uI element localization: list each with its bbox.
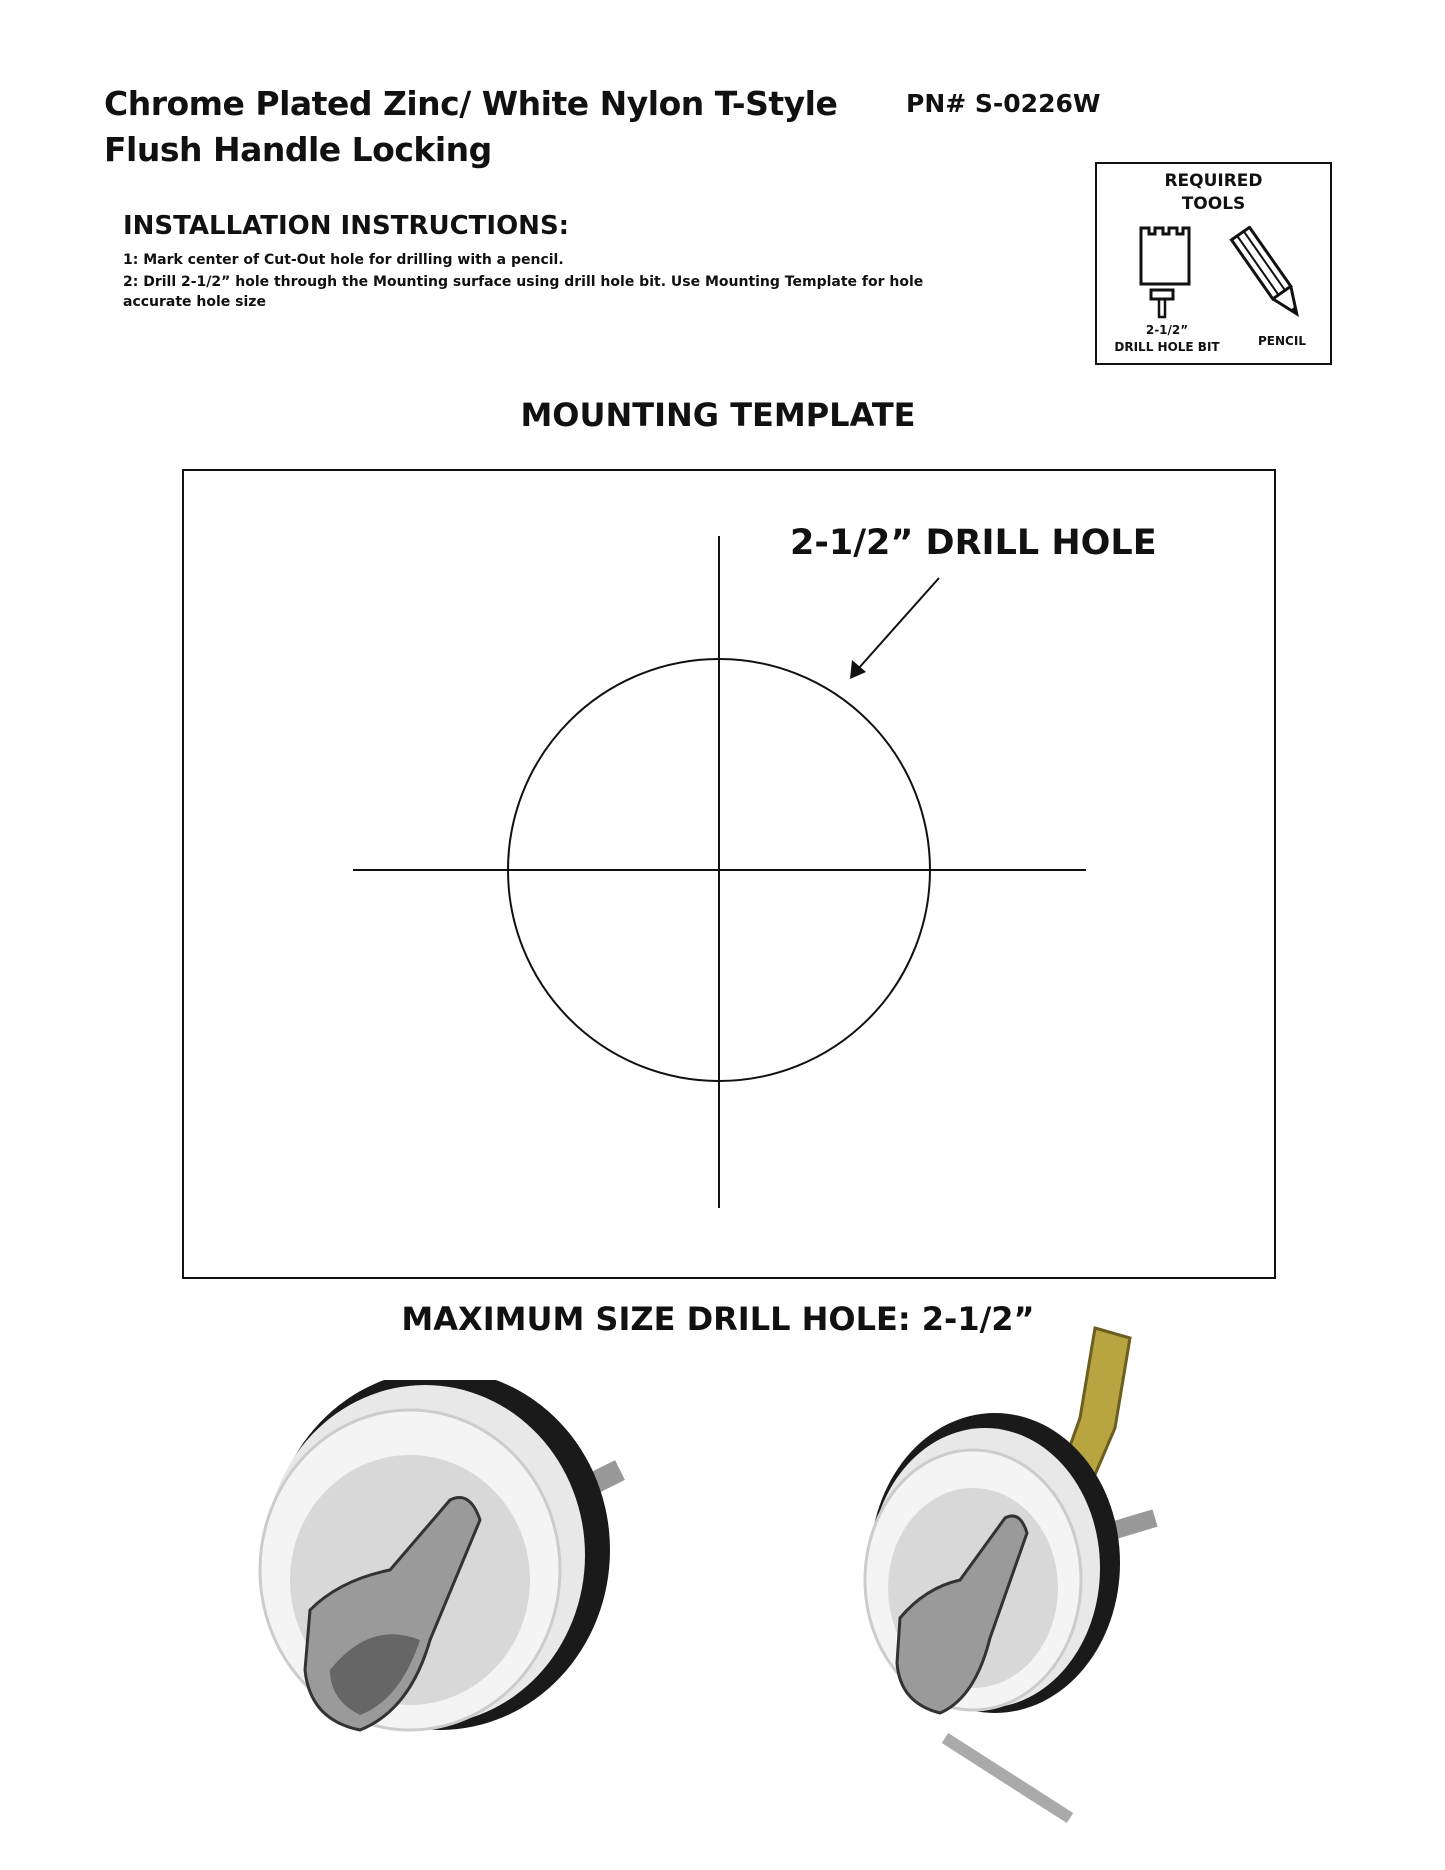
drill-size-label: 2-1/2” — [1145, 323, 1189, 337]
product-title: Chrome Plated Zinc/ White Nylon T-Style — [104, 84, 838, 123]
instruction-step-2: 2: Drill 2-1/2” hole through the Mounting surface using drill hole bit. Use Mounting Template for hole accurate hole size — [123, 274, 924, 310]
drill-bit-label: DRILL HOLE BIT — [1114, 340, 1220, 354]
tools-heading-1: REQUIRED — [1164, 171, 1263, 191]
product-photo-locking-handle — [855, 1318, 1195, 1843]
tools-heading-2: TOOLS — [1181, 194, 1246, 214]
instructions-heading: INSTALLATION INSTRUCTIONS: — [123, 211, 570, 241]
product-subtitle: Flush Handle Locking — [104, 130, 492, 169]
pencil-label: PENCIL — [1258, 334, 1306, 348]
part-number: PN# S-0226W — [906, 89, 1101, 118]
product-photo-handle — [250, 1380, 630, 1840]
template-heading: MOUNTING TEMPLATE — [520, 396, 916, 434]
instruction-step-1: 1: Mark center of Cut-Out hole for drilling with a pencil. — [123, 252, 564, 268]
drill-hole-label: 2-1/2” DRILL HOLE — [790, 523, 1157, 563]
max-size-label: MAXIMUM SIZE DRILL HOLE: 2-1/2” — [401, 1300, 1035, 1338]
pointer-arrow — [858, 578, 939, 669]
